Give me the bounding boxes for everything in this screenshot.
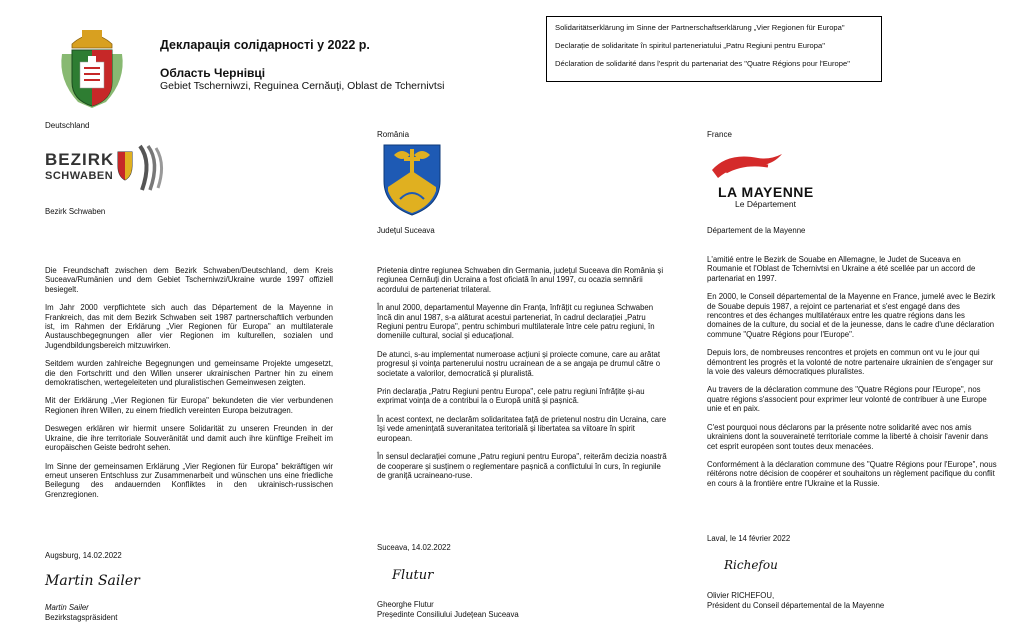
romanian-text-column: [377, 266, 667, 489]
ro-paragraph: În sensul declarației comune „Patru regiuni pentru Europa", reiterăm decizia noastră de cooperare și susținem o reglementare pașnică a conflictului în curs, în regiunile de graniță ucraineano-ruse.: [377, 452, 667, 480]
german-text-column: [45, 266, 333, 508]
title-ro: Declarație de solidaritate în spiritul parteneriatului „Patru Regiuni pentru Europa": [555, 41, 825, 50]
ro-signer-title: Președinte Consiliului Județean Suceava: [377, 610, 519, 619]
de-paragraph: Deswegen erklären wir hiermit unsere Solidarität zu unseren Freunden in der Ukraine, die ihre territoriale Souveränität und damit auch ihre künftige Freiheit im europäischen Geiste bedroht sehen.: [45, 424, 333, 453]
mayenne-logo-line1: LA MAYENNE: [718, 184, 814, 200]
fr-paragraph: Au travers de la déclaration commune des "Quatre Régions pour l'Europe", nos quatre régions s'associent pour exprimer leur volonté de contribuer à une Europe unie et en paix.: [707, 385, 987, 414]
bezirk-schwaben-logo-icon: [114, 142, 164, 194]
country-france: France: [707, 130, 732, 139]
de-paragraph: Im Jahr 2000 verpflichtete sich auch das Département de la Mayenne in Frankreich, das mit dem Bezirk Schwaben seit 1987 partnerschaftlich verbunden ist, im Rahmen der Erklärung „Vier Regionen für Europa" an multilaterale Austauschbegegnungen aller vier Regionen im kulturellen, sozialen und Jugendbildungsbereich mitzuwirken.: [45, 303, 333, 350]
fr-signature: Richefou: [724, 558, 778, 572]
country-romania: România: [377, 130, 410, 139]
french-text-column: [707, 255, 997, 497]
de-paragraph: Seitdem wurden zahlreiche Begegnungen und gemeinsame Projekte umgesetzt, die den Fortschritt und den Willen unserer ukrainischen Partner hin zu einem demokratischen, wertegeleiteten und pluralistischen Gemeinwesen zeigten.: [45, 359, 333, 388]
ro-paragraph: Prietenia dintre regiunea Schwaben din Germania, județul Suceava din România și regiunea Cernăuți din Ucraina a fost oficiată în anul 1997, cu ocazia semnării acordului de parteneriat trilateral.: [377, 266, 664, 294]
suceava-coat-of-arms-icon: [380, 141, 444, 217]
fr-place-date: Laval, le 14 février 2022: [707, 534, 791, 543]
ro-paragraph: În anul 2000, departamentul Mayenne din Franța, înfrățit cu regiunea Schwaben încă din anul 1987, s-a alăturat acestui parteneriat, în cadrul declarației „Patru Regiuni pentru Europa", pentru schimburi multilaterale între cele patru regiuni, în domeniile cultural, social și educațional.: [377, 303, 655, 341]
ro-signature: Flutur: [392, 568, 434, 583]
ro-signer-name: Gheorghe Flutur: [377, 600, 434, 609]
fr-signer-name: Olivier RICHEFOU,: [707, 591, 775, 600]
de-place-date: Augsburg, 14.02.2022: [45, 551, 122, 560]
de-paragraph: Im Sinne der gemeinsamen Erklärung „Vier Regionen für Europa" bekräftigen wir erneut unseren Entschluss zur Zusammenarbeit und wünschen uns eine friedliche Beilegung des andauernden Konfliktes in den ukrainisch-russischen Grenzregionen.: [45, 461, 333, 499]
entity-bezirk-schwaben: Bezirk Schwaben: [45, 207, 106, 216]
bezirk-logo-line2: SCHWABEN: [45, 170, 114, 182]
fr-paragraph: L'amitié entre le Bezirk de Souabe en Allemagne, le Judet de Suceava en Roumanie et l'Oblast de Tchernivtsi en Ukraine a été scellée par un accord de partenariat en 1997.: [707, 255, 976, 283]
entity-judetul-suceava: Județul Suceava: [377, 226, 435, 235]
fr-paragraph: Depuis lors, de nombreuses rencontres et projets en commun ont vu le jour qui démontrent les progrès et la volonté de notre partenaire ukrainien de s'engager sur la voie des valeurs démocratiques pluralistes.: [707, 348, 994, 377]
entity-departement-mayenne: Département de la Mayenne: [707, 226, 806, 235]
region-name: Область Чернівці: [160, 66, 266, 80]
title-de: Solidaritätserklärung im Sinne der Partnerschaftserklärung „Vier Regionen für Europa": [555, 23, 845, 32]
de-paragraph: Mit der Erklärung „Vier Regionen für Europa" bekundeten die vier verbundenen Regionen ihren Willen, zu einem friedlich vereinten Europa beizutragen.: [45, 396, 333, 415]
ro-paragraph: De atunci, s-au implementat numeroase acțiuni și proiecte comune, care au arătat progresul și voința partenerului nostru ucrainean de a se angaja pe drumul către o societate a valorilor, democratică și pluralistă.: [377, 349, 661, 378]
chernivtsi-coat-of-arms-icon: [58, 20, 126, 112]
de-paragraph: Die Freundschaft zwischen dem Bezirk Schwaben/Deutschland, dem Kreis Suceava/Rumänien und dem Gebiet Tscherniwzi/Ukraine wurde 1997 offiziell besiegelt.: [45, 266, 333, 294]
region-subtitle: Gebiet Tscherniwzi, Reguinea Cernăuţi, Oblast de Tchernivtsi: [160, 80, 445, 92]
de-signer-name: Martin Sailer: [45, 603, 89, 612]
bezirk-logo-line1: BEZIRK: [45, 150, 115, 169]
de-signer-title: Bezirkstagspräsident: [45, 613, 118, 622]
fr-paragraph: En 2000, le Conseil départemental de la Mayenne en France, jumelé avec le Bezirk de Souabe depuis 1987, a rejoint ce partenariat et s'est engagé dans des rencontres et des échanges multilatéraux entre les quatre régions dans les domaines de la culture, du social et de la jeunesse, dans le cadre d'une déclaration commune "Quatre Régions pour l'Europe".: [707, 292, 996, 339]
ro-place-date: Suceava, 14.02.2022: [377, 543, 451, 552]
fr-signer-title: Président du Conseil départemental de la Mayenne: [707, 601, 885, 610]
title-fr: Déclaration de solidarité dans l'esprit du partenariat des "Quatre Régions pour l'Europe": [555, 59, 850, 68]
ro-paragraph: Prin declarația „Patru Regiuni pentru Europa", cele patru regiuni înfrățite și-au exprimat voința de a contribui la o Europă unită și pașnică.: [377, 387, 645, 406]
country-germany: Deutschland: [45, 121, 90, 130]
declaration-title: Декларація солідарності у 2022 р.: [160, 38, 370, 52]
de-signature: Martin Sailer: [45, 573, 140, 589]
mayenne-logo-line2: Le Département: [735, 199, 796, 209]
la-mayenne-logo-icon: [708, 148, 786, 184]
multilingual-title-box: [546, 16, 882, 82]
ro-paragraph: În acest context, ne declarăm solidaritatea față de prietenul nostru din Ucraina, care își vede amenințată suveranitatea teritorială și libertatea sa viitoare în spirit european.: [377, 414, 667, 443]
fr-paragraph: Conformément à la déclaration commune des "Quatre Régions pour l'Europe", nous réitérons notre décision de coopérer et souhaitons un règlement pacifique du conflit en cours à la frontière entre l'Ukraine et la Russie.: [707, 459, 997, 488]
fr-paragraph: C'est pourquoi nous déclarons par la présente notre solidarité avec nos amis ukrainiens dont la souveraineté territoriale comme la liberté à choisir l'avenir dans cet esprit européen sont toutes deux menacées.: [707, 422, 989, 451]
